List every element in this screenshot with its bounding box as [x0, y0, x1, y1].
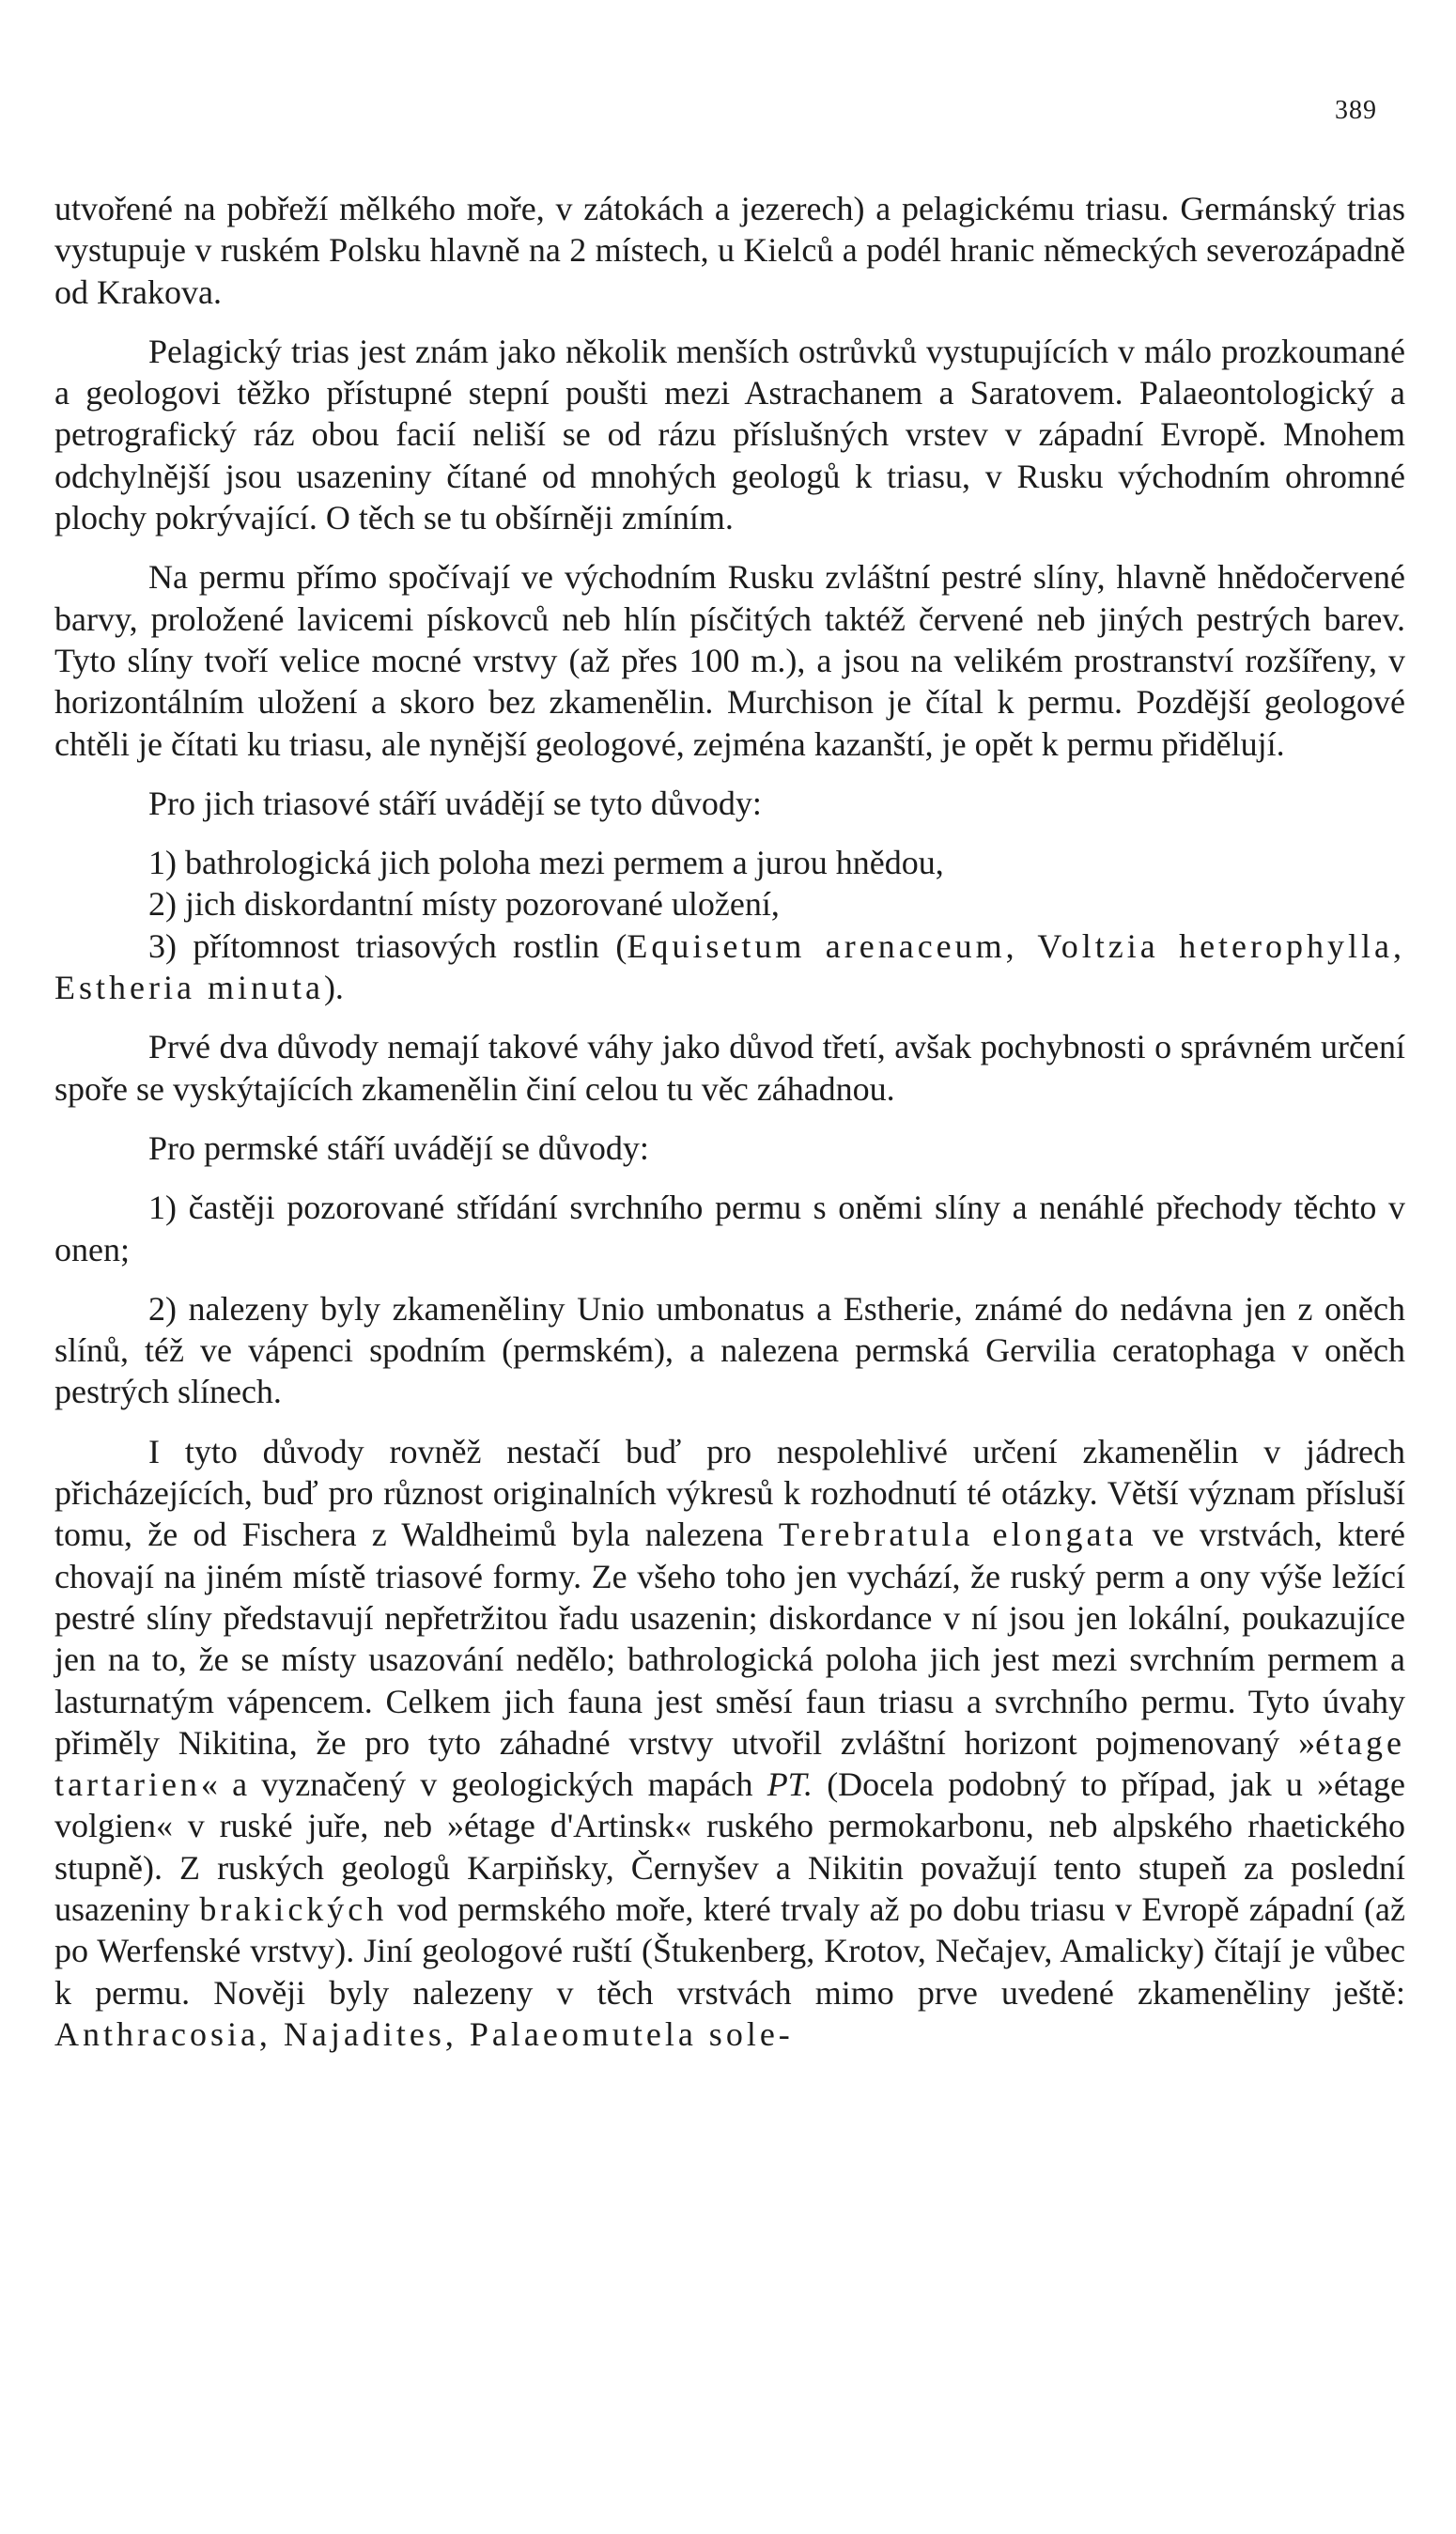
paragraph-9-part-c: ve vrstvách, které chovají na jiném místě triasové formy. Ze všeho toho jen vychází, že ruský perm a ony výše ležící pestré slíny představují nepřetržitou řadu usazenin; diskordance v ní jsou jen lokální, poukazujíce jen na to, že se místy usazování nedělo; bathrologická poloha jich jest mezi svrchním permem a lasturnatým vápencem. Celkem jich fauna jest směsí faun triasu a svrchního permu. Tyto úvahy přiměly Nikitina, že pro tyto záhadné vrstvy utvořil zvláštní horizont pojmenovaný »	[54, 1516, 1405, 1762]
paragraph-4: Pro jich triasové stáří uvádějí se tyto důvody:	[148, 784, 762, 822]
species-names: Equisetum arenaceum, Voltzia heterophylla, Estheria minuta	[54, 926, 1405, 1007]
paragraph-2: Pelagický trias jest znám jako několik menších ostrůvků vystupujících v málo prozkoumané a geologovi těžko přístupné stepní poušti mezi Astrachanem a Saratovem. Palaeontologický a petrografický ráz obou facií neliší se od rázu příslušných vrstev v západní Evropě. Mnohem odchylnější jsou usazeniny čítané od mnohých geologů k triasu, v Rusku východním ohromné plochy pokrývající. O těch se tu obšírněji zmíním.	[54, 332, 1405, 537]
paragraph-8: 2) nalezeny byly zkameněliny Unio umbonatus a Estherie, známé do nedávna jen z oněch slínů, též ve vápenci spodním (permském), a nalezena permská Gervilia ceratophaga v oněch pestrých slínech.	[54, 1289, 1405, 1411]
list-item-1: 1) bathrologická jich poloha mezi permem a jurou hnědou,	[148, 844, 944, 882]
etage-tartarien: étage tartarien	[54, 1723, 1405, 1804]
fossil-genera: Anthracosia, Najadites, Palaeomutela sole-	[54, 2014, 794, 2053]
list-item-3-end: ).	[323, 969, 344, 1007]
paragraph-5: Prvé dva důvody nemají takové váhy jako důvod třetí, avšak pochybnosti o správném určení spoře se vyskýtajících zkamenělin činí celou tu věc záhadnou.	[54, 1028, 1405, 1108]
page-number: 389	[1335, 96, 1377, 125]
paragraph-3: Na permu přímo spočívají ve východním Rusku zvláštní pestré slíny, hlavně hnědočervené barvy, proložené lavicemi pískovců neb hlín písčitých taktéž červené neb jiných pestrých barev. Tyto slíny tvoří velice mocné vrstvy (až přes 100 m.), a jsou na velikém prostranství rozšířeny, v horizontálním uložení a skoro bez zkamenělin. Murchison je čítal k permu. Pozdější geologové chtěli je čítati ku triasu, ale nynější geologové, zejména kazanští, je opět k permu přidělují.	[54, 558, 1405, 763]
page-body	[54, 188, 1405, 2055]
paragraph-7: 1) častěji pozorované střídání svrchního permu s oněmi slíny a nenáhlé přechody těchto v onen;	[54, 1189, 1405, 1268]
paragraph-9-part-g: (Docela podobný to případ, jak u »étage volgien« v ruské juře, neb »étage d'Artinsk« ruského permokarbonu, neb alpského rhaetického stupně). Z ruských geologů Karpiňsky, Černyšev a Nikitin považují tento stupeň za poslední usazeniny	[54, 1765, 1405, 1928]
map-symbol: PT.	[767, 1765, 813, 1804]
brakicke-term: brakických	[199, 1889, 388, 1928]
paragraph-9-part-i: vod permského moře, které trvaly až po dobu triasu v Evropě západní (až po Werfenské vrstvy). Jiní geologové ruští (Štukenberg, Krotov, Nečajev, Amalicky) čítají je vůbec k permu. Nověji byly nalezeny v těch vrstvách mimo prve uvedené zkameněliny ještě:	[54, 1889, 1405, 2012]
paragraph-9-part-e: « a vyznačený v geologických mapách	[200, 1765, 767, 1804]
paragraph-1: utvořené na pobřeží mělkého moře, v zátokách a jezerech) a pelagickému triasu. Germánský trias vystupuje v ruském Polsku hlavně na 2 místech, u Kielců a podél hranic německých severozápadně od Krakova.	[54, 190, 1405, 311]
list-item-3-text: 3) přítomnost triasových rostlin (	[148, 926, 627, 965]
list-item-2: 2) jich diskordantní místy pozorované uložení,	[148, 885, 780, 924]
paragraph-9-part-a: I tyto důvody rovněž nestačí buď pro nespolehlivé určení zkamenělin v jádrech přicházejících, buď pro různost originalních výkresů k rozhodnutí té otázky. Větší význam přísluší tomu, že od Fischera z Waldheimů byla nalezena	[54, 1432, 1405, 1554]
paragraph-9	[54, 1431, 1405, 2055]
paragraph-6: Pro permské stáří uvádějí se důvody:	[148, 1128, 649, 1167]
terebratula-name: Terebratula elongata	[778, 1516, 1138, 1554]
list-item-3	[54, 925, 1405, 1009]
